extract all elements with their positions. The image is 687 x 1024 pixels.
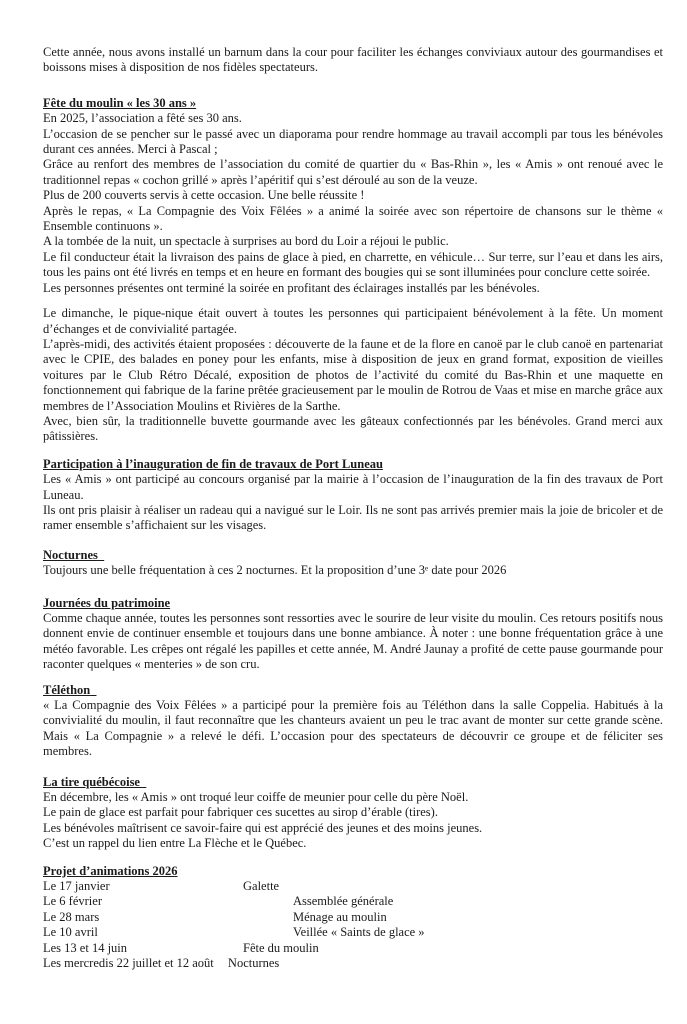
section-heading-text: La tire québécoise xyxy=(43,774,140,789)
paragraph: Le fil conducteur était la livraison des pains de glace à pied, en charrette, en véhicule… Sur terre, sur l’eau et dans les airs, tous les pains ont été livrés en temps et en heure en formant des bougies qui se sont illuminées pour conclure cette soirée. xyxy=(43,249,663,280)
schedule-event: Veillée « Saints de glace » xyxy=(293,925,425,940)
schedule-row xyxy=(43,879,663,894)
section-heading-projet-animations-2026 xyxy=(43,864,663,879)
schedule-date: Les 13 et 14 juin xyxy=(43,940,128,955)
paragraph: Le dimanche, le pique-nique était ouvert à toutes les personnes qui participaient bénévolement à la fête. Un moment d’échanges et de convivialité partagée. xyxy=(43,306,663,336)
section-heading-text: Participation à l’inauguration de fin de travaux de Port Luneau xyxy=(43,456,383,471)
paragraph: Après le repas, « La Compagnie des Voix Fêlées » a animé la soirée avec son répertoire de chansons sur le thème « Ensemble continuons ». xyxy=(43,203,663,234)
schedule-date: Les mercredis 22 juillet et 12 août xyxy=(43,956,214,971)
paragraph: A la tombée de la nuit, un spectacle à surprises au bord du Loir a réjoui le public. xyxy=(43,234,449,249)
paragraph: « La Compagnie des Voix Fêlées » a participé pour la première fois au Téléthon dans la salle Coppelia. Habitués à la convivialité du moulin, il faut reconnaître que les chanteurs avaient un peu le trac avant de monter sur cette grande scène. Mais « La Compagnie » a relevé le défi. L’occasion pour des spectateurs de découvrir ce groupe et de féliciter ses membres. xyxy=(43,698,663,759)
schedule-2026 xyxy=(43,879,663,971)
paragraph: Les bénévoles maîtrisent ce savoir-faire qui est apprécié des jeunes et des moins jeunes. xyxy=(43,820,483,835)
schedule-date: Le 10 avril xyxy=(43,925,98,940)
paragraph: L’après-midi, des activités étaient proposées : découverte de la faune et de la flore en canoë par le club canoë en partenariat avec le CPIE, des balades en poney pour les enfants, mise à disposition de jeux en grand format, exposition de vieilles voitures par le Club Rétro Décalé, exposition de photos de l’activité du comité du Bas-Rhin et une maquette en fonctionnement qui fabrique de la farine prêtée gracieusement par le moulin de Rotrou de Vaas et mise en marche grâce aux membres de l’Association Moulins et Rivières de la Sarthe. xyxy=(43,336,663,413)
schedule-row xyxy=(43,956,663,971)
paragraph: Grâce au renfort des membres de l’association du comité de quartier du « Bas-Rhin », les « Amis » ont renoué avec le traditionnel repas « cochon grillé » après l’apéritif qui s’est déroulé au son de la veuze. xyxy=(43,157,663,187)
section-heading-text: Projet d’animations 2026 xyxy=(43,863,178,878)
section-heading-nocturnes xyxy=(43,548,663,563)
schedule-date: Le 6 février xyxy=(43,894,102,909)
schedule-event: Fête du moulin xyxy=(243,940,319,955)
section-telethon xyxy=(43,683,663,760)
schedule-event: Galette xyxy=(243,879,280,894)
section-heading-tire-quebecoise xyxy=(43,775,663,790)
paragraph: Ils ont pris plaisir à réaliser un radeau qui a navigué sur le Loir. Ils ne sont pas arrivés premier mais la joie de bricoler et de ramer ensemble s’affichaient sur les visages. xyxy=(43,502,663,533)
section-heading-text: Téléthon xyxy=(43,682,91,697)
section-heading-journees-du-patrimoine xyxy=(43,596,663,611)
paragraph: Le pain de glace est parfait pour fabriquer ces sucettes au sirop d’érable (tires). xyxy=(43,805,438,820)
schedule-date: Le 17 janvier xyxy=(43,879,110,894)
section-port-luneau xyxy=(43,457,663,534)
section-tire-quebecoise xyxy=(43,775,663,852)
paragraph: En 2025, l’association a fêté ses 30 ans. xyxy=(43,111,242,126)
paragraph: Toujours une belle fréquentation à ces 2 nocturnes. Et la proposition d’une 3ᵉ date pour 2026 xyxy=(43,563,507,578)
paragraph: Les personnes présentes ont terminé la soirée en profitant des éclairages installés par les bénévoles. xyxy=(43,280,540,295)
paragraph: C’est un rappel du lien entre La Flèche et le Québec. xyxy=(43,836,307,851)
intro-paragraph: Cette année, nous avons installé un barnum dans la cour pour faciliter les échanges conviviaux autour des gourmandises et boissons mises à disposition de nos fidèles spectateurs. xyxy=(43,45,663,75)
schedule-event: Assemblée générale xyxy=(293,894,394,909)
schedule-row xyxy=(43,941,663,956)
paragraph: L’occasion de se pencher sur le passé avec un diaporama pour rendre hommage au travail accompli par tous les bénévoles durant ces années. Merci à Pascal ; xyxy=(43,126,663,157)
section-heading-text: Nocturnes xyxy=(43,547,98,562)
paragraph: Les « Amis » ont participé au concours organisé par la mairie à l’occasion de l’inauguration de la fin des travaux de Port Luneau. xyxy=(43,472,663,502)
paragraph: Plus de 200 couverts servis à cette occasion. Une belle réussite ! xyxy=(43,188,365,203)
paragraph: En décembre, les « Amis » ont troqué leur coiffe de meunier pour celle du père Noël. xyxy=(43,790,469,805)
schedule-row xyxy=(43,925,663,940)
schedule-date: Le 28 mars xyxy=(43,909,100,924)
section-heading-telethon xyxy=(43,683,663,698)
schedule-row xyxy=(43,894,663,909)
section-heading-port-luneau xyxy=(43,457,663,472)
schedule-row xyxy=(43,910,663,925)
section-heading-text: Journées du patrimoine xyxy=(43,595,171,610)
section-journees-du-patrimoine xyxy=(43,596,663,673)
section-heading-text: Fête du moulin « les 30 ans » xyxy=(43,95,197,110)
section-nocturnes xyxy=(43,548,663,579)
section-projet-animations-2026 xyxy=(43,864,663,972)
schedule-event: Nocturnes xyxy=(227,956,280,971)
section-fete-du-moulin xyxy=(43,96,663,445)
paragraph: Comme chaque année, toutes les personnes sont ressorties avec le sourire de leur visite du moulin. Ces retours positifs nous donnent envie de continuer ensemble et toujours dans une bonne ambiance. À noter : une bonne fréquentation grâce à une météo favorable. Les crêpes ont régalé les papilles et cette année, M. André Jaunay a profité de cette pause gourmande pour raconter quelques « menteries » de son cru. xyxy=(43,611,663,672)
schedule-event: Ménage au moulin xyxy=(293,909,387,924)
section-heading-fete-du-moulin xyxy=(43,96,663,111)
paragraph: Avec, bien sûr, la traditionnelle buvette gourmande avec les gâteaux confectionnés par les bénévoles. Grand merci aux pâtissières. xyxy=(43,413,663,444)
